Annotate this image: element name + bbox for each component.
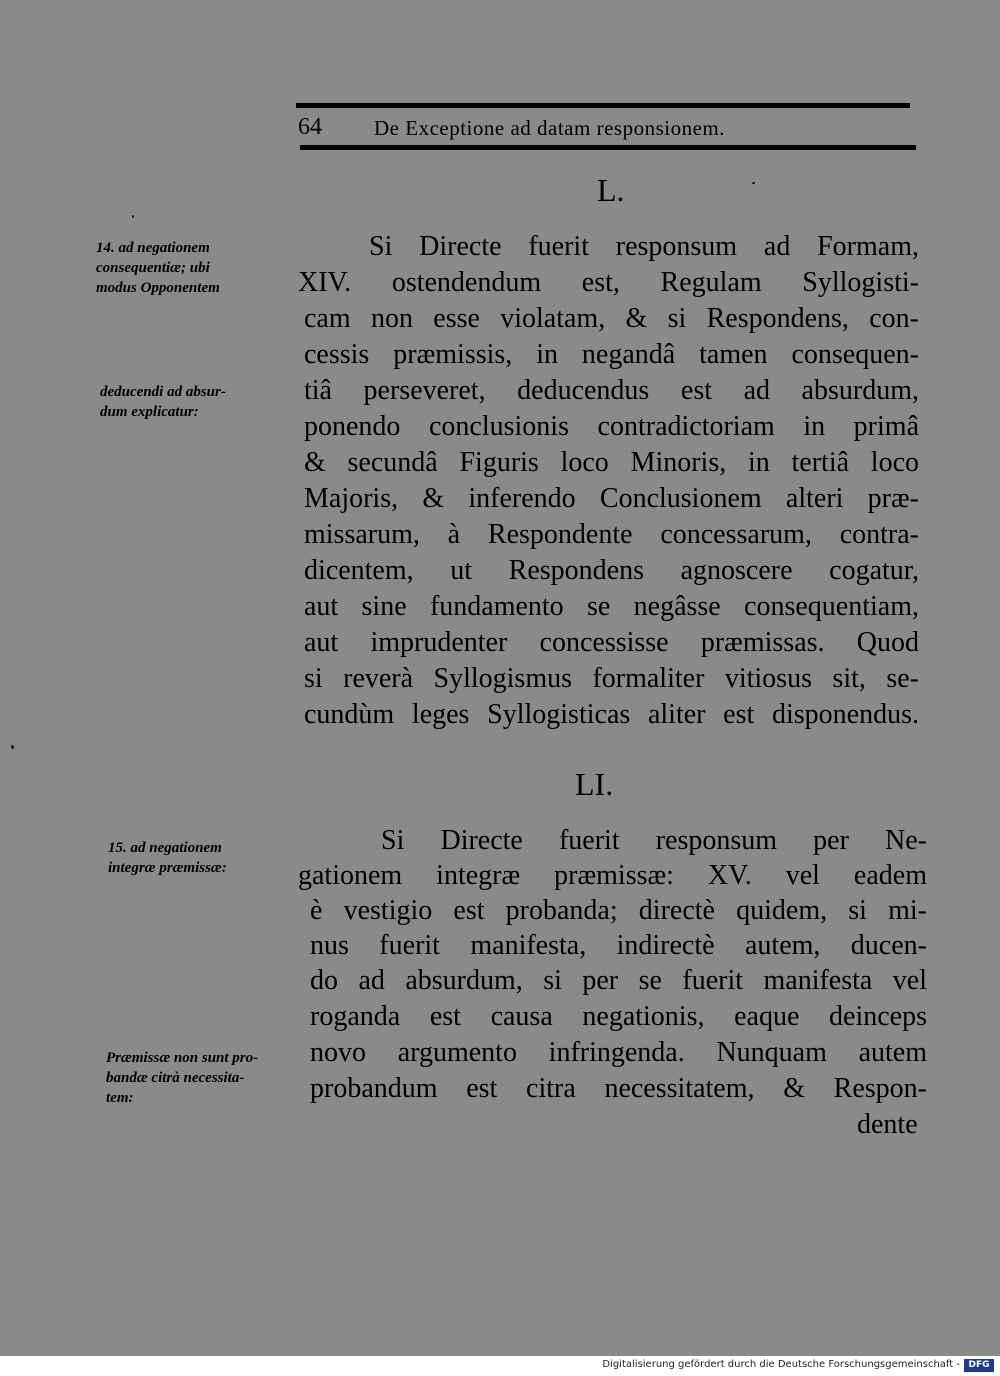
dfg-logo: DFG (964, 1359, 994, 1372)
page-number: 64 (298, 114, 322, 140)
scan-speck (132, 215, 134, 218)
body-line: tiâ perseveret, deducendus est ad absurdum, (304, 375, 919, 406)
running-title: De Exceptione ad datam responsionem. (374, 116, 725, 140)
body-line: Majoris, & inferendo Conclusionem alteri præ- (304, 483, 919, 514)
margin-note: deducendi ad absur- dum explicatur: (100, 384, 226, 420)
margin-note: Præmissæ non sunt pro- bandæ citrà necessita- tem: (106, 1050, 259, 1106)
footer-bar (0, 1356, 1000, 1376)
body-line: nus fuerit manifesta, indirectè autem, ducen- (310, 930, 927, 961)
body-line: & secundâ Figuris loco Minoris, in tertiâ loco (304, 447, 919, 478)
body-line: aut imprudenter concessisse præmissas. Quod (304, 627, 919, 658)
body-line: ponendo conclusionis contradictoriam in primâ (304, 411, 919, 442)
body-line: gationem integræ præmissæ: XV. vel eadem (298, 860, 927, 891)
body-line: si reverà Syllogismus formaliter vitiosus sit, se- (304, 663, 919, 694)
section-heading-li: LI. (575, 766, 614, 802)
body-line: dicentem, ut Respondens agnoscere cogatur, (304, 555, 919, 586)
body-line: probandum est citra necessitatem, & Respon- (310, 1073, 927, 1104)
margin-note: 15. ad negationem integræ præmissæ: (108, 840, 227, 876)
body-line: XIV. ostendendum est, Regulam Syllogisti- (298, 267, 919, 298)
header-rule-bottom (300, 145, 916, 150)
body-line: missarum, à Respondente concessarum, contra- (304, 519, 919, 550)
header-rule-top (296, 103, 910, 108)
body-line: aut sine fundamento se negâsse consequentiam, (304, 591, 919, 622)
scan-speck (11, 745, 14, 749)
scan-speck (752, 182, 755, 184)
footer-credit: Digitalisierung gefördert durch die Deutsche Forschungsgemeinschaft - (602, 1359, 960, 1370)
body-line: Si Directe fuerit responsum ad Formam, (369, 231, 919, 262)
body-line: do ad absurdum, si per se fuerit manifesta vel (310, 965, 927, 996)
body-line: cam non esse violatam, & si Respondens, con- (304, 303, 919, 334)
catchword: dente (857, 1109, 918, 1140)
body-line: cundùm leges Syllogisticas aliter est disponendus. (304, 699, 919, 730)
section-heading-l: L. (597, 172, 625, 208)
margin-note: 14. ad negationem consequentiæ; ubi modus Opponentem (96, 240, 220, 296)
body-line: Si Directe fuerit responsum per Ne- (381, 825, 927, 856)
body-line: novo argumento infringenda. Nunquam autem (310, 1037, 927, 1068)
body-line: roganda est causa negationis, eaque deinceps (310, 1001, 927, 1032)
body-line: cessis præmissis, in negandâ tamen consequen- (304, 339, 919, 370)
body-line: è vestigio est probanda; directè quidem, si mi- (310, 895, 927, 926)
running-header (296, 112, 916, 142)
